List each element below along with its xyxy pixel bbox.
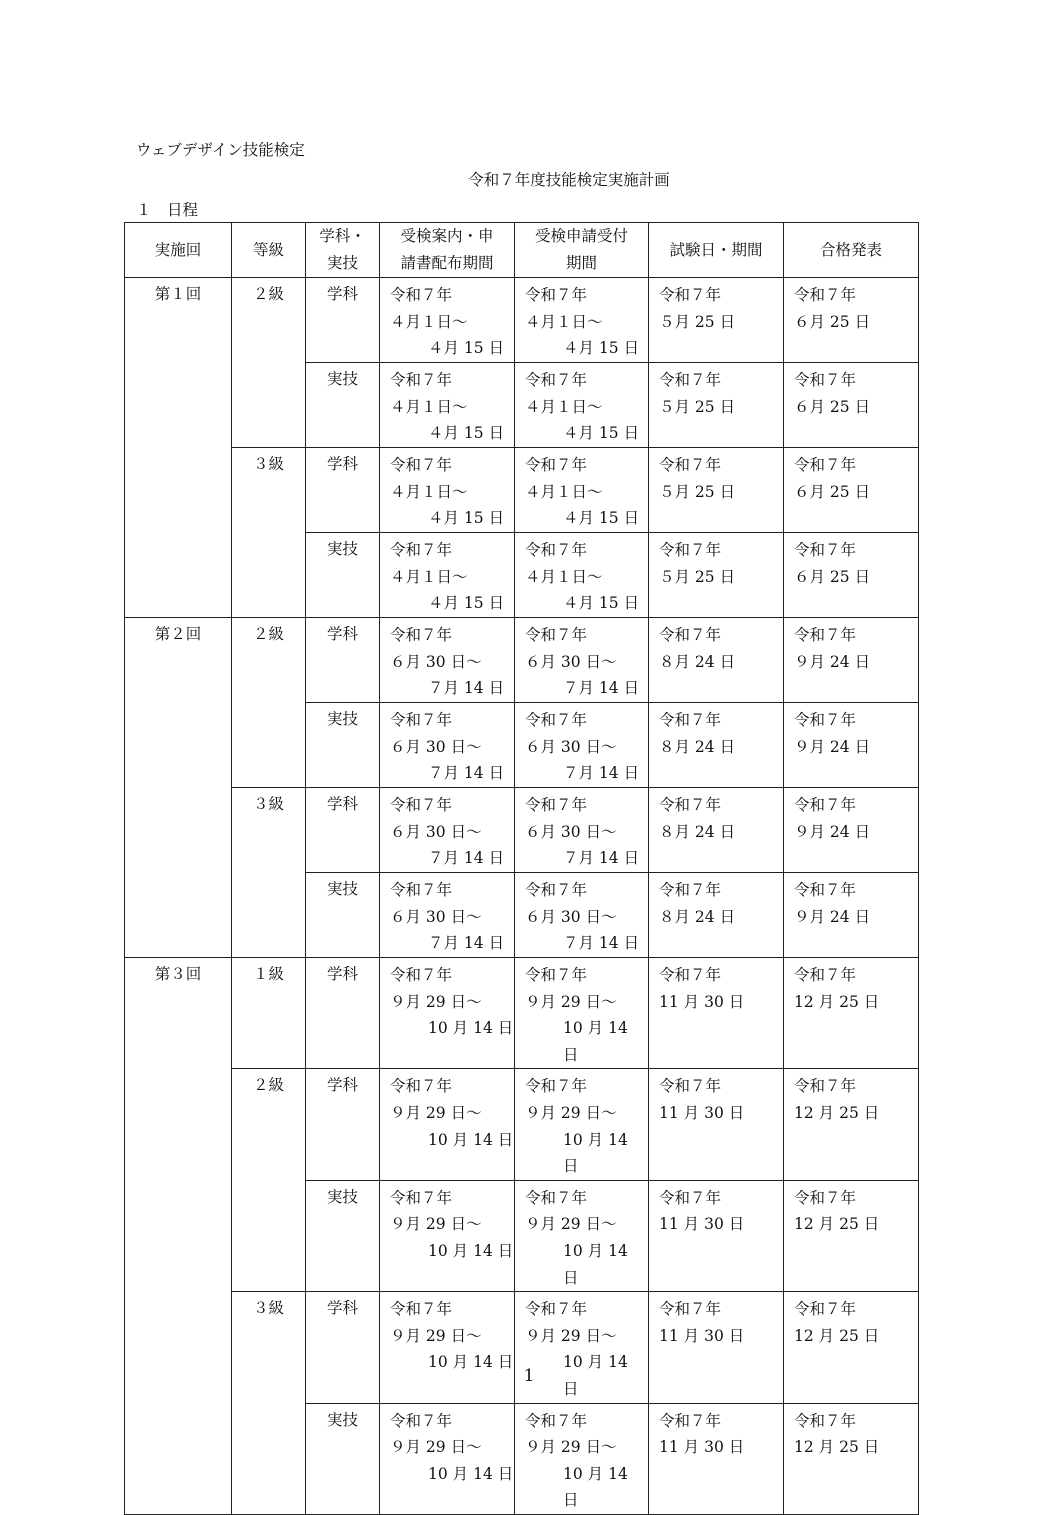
type-cell: 学科 xyxy=(306,278,380,363)
type-cell: 学科 xyxy=(306,788,380,873)
result-line: ６月 25 日 xyxy=(794,482,871,501)
type-cell: 学科 xyxy=(306,448,380,533)
guide-cell xyxy=(380,618,515,703)
apply-line: ４月１日～ xyxy=(525,482,603,501)
apply-line: 10 月 14 日 xyxy=(563,1130,628,1176)
apply-cell xyxy=(515,1180,649,1291)
result-line: 令和７年 xyxy=(794,796,857,814)
grade-cell: ３級 xyxy=(232,448,306,618)
result-line: 令和７年 xyxy=(794,286,857,304)
guide-line: ６月 30 日～ xyxy=(390,652,482,671)
guide-line: ７月 14 日 xyxy=(428,764,505,783)
result-line: 令和７年 xyxy=(794,1077,857,1096)
result-line: ６月 25 日 xyxy=(794,397,871,416)
result-line: ９月 24 日 xyxy=(794,822,871,841)
table-row xyxy=(125,448,919,533)
result-line: 令和７年 xyxy=(794,1300,857,1319)
type-cell: 学科 xyxy=(306,1069,380,1180)
header-exam-date: 試験日・期間 xyxy=(649,223,784,278)
guide-cell xyxy=(380,448,515,533)
apply-line: 令和７年 xyxy=(525,1188,588,1207)
apply-line: 令和７年 xyxy=(525,966,588,984)
guide-line: ７月 14 日 xyxy=(428,679,505,698)
apply-line: ７月 14 日 xyxy=(563,934,640,953)
exam-line: 令和７年 xyxy=(659,1077,722,1096)
guide-cell xyxy=(380,1292,515,1403)
guide-line: ４月 15 日 xyxy=(428,594,505,613)
guide-line: 令和７年 xyxy=(390,1188,453,1207)
apply-cell xyxy=(515,1403,649,1514)
exam-line: 令和７年 xyxy=(659,711,722,729)
exam-line: ８月 24 日 xyxy=(659,737,736,756)
guide-cell xyxy=(380,873,515,958)
result-cell xyxy=(784,1292,919,1403)
exam-line: 11 月 30 日 xyxy=(659,1438,745,1457)
apply-line: ９月 29 日～ xyxy=(525,1326,617,1345)
exam-cell xyxy=(649,1292,784,1403)
apply-line: 令和７年 xyxy=(525,626,588,644)
grade-cell: ２級 xyxy=(232,1069,306,1292)
guide-line: ４月 15 日 xyxy=(428,339,505,358)
exam-cell xyxy=(649,1403,784,1514)
guide-line: ６月 30 日～ xyxy=(390,907,482,926)
guide-cell xyxy=(380,363,515,448)
result-cell xyxy=(784,618,919,703)
guide-line: 令和７年 xyxy=(390,966,453,984)
guide-cell xyxy=(380,1403,515,1514)
result-cell xyxy=(784,363,919,448)
result-line: 令和７年 xyxy=(794,711,857,729)
guide-line: ９月 29 日～ xyxy=(390,1326,482,1345)
result-line: 12 月 25 日 xyxy=(794,992,880,1011)
apply-cell xyxy=(515,278,649,363)
guide-line: ６月 30 日～ xyxy=(390,822,482,841)
guide-cell xyxy=(380,958,515,1069)
apply-cell xyxy=(515,703,649,788)
grade-cell: ２級 xyxy=(232,278,306,448)
result-line: 令和７年 xyxy=(794,881,857,899)
organization-name: ウェブデザイン技能検定 xyxy=(136,141,305,159)
apply-line: ４月 15 日 xyxy=(563,509,640,528)
apply-cell xyxy=(515,1292,649,1403)
type-cell: 学科 xyxy=(306,958,380,1069)
result-line: 12 月 25 日 xyxy=(794,1215,880,1234)
exam-line: 令和７年 xyxy=(659,1188,722,1207)
exam-line: 令和７年 xyxy=(659,626,722,644)
result-line: ９月 24 日 xyxy=(794,652,871,671)
apply-line: 10 月 14 日 xyxy=(563,1241,628,1287)
type-cell: 実技 xyxy=(306,363,380,448)
guide-cell xyxy=(380,533,515,618)
guide-line: ４月１日～ xyxy=(390,482,468,501)
exam-line: ５月 25 日 xyxy=(659,567,736,586)
apply-line: ６月 30 日～ xyxy=(525,737,617,756)
exam-line: ５月 25 日 xyxy=(659,397,736,416)
exam-cell xyxy=(649,1069,784,1180)
result-line: ６月 25 日 xyxy=(794,312,871,331)
result-line: 12 月 25 日 xyxy=(794,1438,880,1457)
apply-line: ４月１日～ xyxy=(525,567,603,586)
page-number: 1 xyxy=(523,1366,535,1386)
result-line: 令和７年 xyxy=(794,456,857,474)
section-heading: １ 日程 xyxy=(136,201,199,219)
table-row xyxy=(125,788,919,873)
table-row xyxy=(125,958,919,1069)
apply-line: ４月１日～ xyxy=(525,397,603,416)
exam-line: ５月 25 日 xyxy=(659,482,736,501)
exam-line: 11 月 30 日 xyxy=(659,1326,745,1345)
apply-cell xyxy=(515,958,649,1069)
apply-line: 令和７年 xyxy=(525,881,588,899)
header-grade: 等級 xyxy=(232,223,306,278)
table-row xyxy=(125,1292,919,1403)
guide-line: 令和７年 xyxy=(390,541,453,559)
guide-cell xyxy=(380,1180,515,1291)
guide-line: ４月１日～ xyxy=(390,397,468,416)
result-cell xyxy=(784,1403,919,1514)
document-title: 令和７年度技能検定実施計画 xyxy=(468,171,670,189)
table-row xyxy=(125,278,919,363)
apply-line: ７月 14 日 xyxy=(563,764,640,783)
guide-line: 令和７年 xyxy=(390,881,453,899)
type-cell: 実技 xyxy=(306,533,380,618)
result-line: ６月 25 日 xyxy=(794,567,871,586)
exam-line: 令和７年 xyxy=(659,1300,722,1319)
exam-line: 令和７年 xyxy=(659,286,722,304)
apply-cell xyxy=(515,788,649,873)
apply-line: ４月 15 日 xyxy=(563,424,640,443)
guide-line: 10 月 14 日 xyxy=(428,1019,514,1038)
result-line: 12 月 25 日 xyxy=(794,1103,880,1122)
exam-line: 令和７年 xyxy=(659,1411,722,1430)
exam-line: 令和７年 xyxy=(659,456,722,474)
schedule-table-header xyxy=(125,223,919,278)
apply-line: ６月 30 日～ xyxy=(525,652,617,671)
apply-line: 令和７年 xyxy=(525,1300,588,1319)
guide-cell xyxy=(380,788,515,873)
apply-line: 10 月 14 日 xyxy=(563,1353,628,1398)
guide-line: 令和７年 xyxy=(390,711,453,729)
apply-line: 令和７年 xyxy=(525,796,588,814)
result-cell xyxy=(784,1180,919,1291)
guide-line: ６月 30 日～ xyxy=(390,737,482,756)
type-cell: 実技 xyxy=(306,1403,380,1514)
result-cell xyxy=(784,1069,919,1180)
result-cell xyxy=(784,703,919,788)
result-cell xyxy=(784,958,919,1069)
result-line: 令和７年 xyxy=(794,1411,857,1430)
guide-line: 令和７年 xyxy=(390,456,453,474)
apply-line: ４月１日～ xyxy=(525,312,603,331)
apply-line: ６月 30 日～ xyxy=(525,822,617,841)
apply-line: ４月 15 日 xyxy=(563,339,640,358)
exam-line: 11 月 30 日 xyxy=(659,992,745,1011)
header-apply-period: 受検申請受付 期間 xyxy=(515,223,649,278)
grade-cell: ２級 xyxy=(232,618,306,788)
result-line: 12 月 25 日 xyxy=(794,1326,880,1345)
apply-line: 令和７年 xyxy=(525,711,588,729)
exam-line: 11 月 30 日 xyxy=(659,1103,745,1122)
result-line: ９月 24 日 xyxy=(794,737,871,756)
type-cell: 実技 xyxy=(306,703,380,788)
exam-line: ８月 24 日 xyxy=(659,822,736,841)
guide-line: 令和７年 xyxy=(390,371,453,389)
guide-line: ９月 29 日～ xyxy=(390,1215,482,1234)
apply-line: ９月 29 日～ xyxy=(525,992,617,1011)
guide-line: ９月 29 日～ xyxy=(390,992,482,1011)
apply-line: ９月 29 日～ xyxy=(525,1103,617,1122)
round-cell: 第２回 xyxy=(125,618,232,958)
guide-line: 10 月 14 日 xyxy=(428,1130,514,1149)
round-cell: 第１回 xyxy=(125,278,232,618)
exam-cell xyxy=(649,363,784,448)
guide-line: ４月１日～ xyxy=(390,567,468,586)
guide-line: 10 月 14 日 xyxy=(428,1464,514,1483)
table-row xyxy=(125,1069,919,1180)
guide-line: ７月 14 日 xyxy=(428,934,505,953)
apply-line: ４月 15 日 xyxy=(563,594,640,613)
result-cell xyxy=(784,278,919,363)
apply-cell xyxy=(515,618,649,703)
guide-line: ９月 29 日～ xyxy=(390,1103,482,1122)
apply-cell xyxy=(515,1069,649,1180)
apply-line: ７月 14 日 xyxy=(563,679,640,698)
exam-line: 令和７年 xyxy=(659,966,722,984)
guide-line: 令和７年 xyxy=(390,286,453,304)
exam-cell xyxy=(649,788,784,873)
grade-cell: ３級 xyxy=(232,1292,306,1515)
table-row xyxy=(125,618,919,703)
guide-line: 令和７年 xyxy=(390,1411,453,1430)
guide-cell xyxy=(380,703,515,788)
apply-cell xyxy=(515,448,649,533)
exam-line: 11 月 30 日 xyxy=(659,1215,745,1234)
guide-line: 10 月 14 日 xyxy=(428,1353,514,1372)
exam-line: 令和７年 xyxy=(659,796,722,814)
grade-cell: ３級 xyxy=(232,788,306,958)
result-line: ９月 24 日 xyxy=(794,907,871,926)
schedule-table xyxy=(124,222,919,1515)
guide-line: 令和７年 xyxy=(390,796,453,814)
guide-cell xyxy=(380,1069,515,1180)
guide-line: ９月 29 日～ xyxy=(390,1438,482,1457)
apply-line: 10 月 14 日 xyxy=(563,1019,628,1064)
exam-cell xyxy=(649,533,784,618)
result-cell xyxy=(784,448,919,533)
apply-cell xyxy=(515,533,649,618)
apply-line: 令和７年 xyxy=(525,456,588,474)
type-cell: 学科 xyxy=(306,618,380,703)
apply-line: 10 月 14 日 xyxy=(563,1464,628,1510)
result-line: 令和７年 xyxy=(794,966,857,984)
exam-cell xyxy=(649,618,784,703)
apply-cell xyxy=(515,873,649,958)
header-result-date: 合格発表 xyxy=(784,223,919,278)
apply-cell xyxy=(515,363,649,448)
guide-cell xyxy=(380,278,515,363)
apply-line: ６月 30 日～ xyxy=(525,907,617,926)
exam-line: 令和７年 xyxy=(659,371,722,389)
guide-line: ４月 15 日 xyxy=(428,509,505,528)
exam-cell xyxy=(649,958,784,1069)
result-line: 令和７年 xyxy=(794,626,857,644)
exam-cell xyxy=(649,873,784,958)
result-cell xyxy=(784,788,919,873)
header-guide-period: 受検案内・申 請書配布期間 xyxy=(380,223,515,278)
exam-line: 令和７年 xyxy=(659,881,722,899)
guide-line: 令和７年 xyxy=(390,1077,453,1096)
apply-line: ９月 29 日～ xyxy=(525,1215,617,1234)
type-cell: 実技 xyxy=(306,873,380,958)
apply-line: 令和７年 xyxy=(525,371,588,389)
apply-line: 令和７年 xyxy=(525,1077,588,1096)
exam-line: ５月 25 日 xyxy=(659,312,736,331)
result-line: 令和７年 xyxy=(794,1188,857,1207)
exam-cell xyxy=(649,448,784,533)
apply-line: ７月 14 日 xyxy=(563,849,640,868)
apply-line: 令和７年 xyxy=(525,286,588,304)
result-line: 令和７年 xyxy=(794,371,857,389)
guide-line: 令和７年 xyxy=(390,1300,453,1319)
type-cell: 学科 xyxy=(306,1292,380,1403)
round-cell: 第３回 xyxy=(125,958,232,1515)
exam-line: 令和７年 xyxy=(659,541,722,559)
schedule-table-body xyxy=(125,278,919,1515)
exam-cell xyxy=(649,1180,784,1291)
result-cell xyxy=(784,533,919,618)
result-line: 令和７年 xyxy=(794,541,857,559)
result-cell xyxy=(784,873,919,958)
apply-line: 令和７年 xyxy=(525,1411,588,1430)
apply-line: ９月 29 日～ xyxy=(525,1438,617,1457)
exam-cell xyxy=(649,703,784,788)
header-type: 学科・ 実技 xyxy=(306,223,380,278)
exam-line: ８月 24 日 xyxy=(659,652,736,671)
type-cell: 実技 xyxy=(306,1180,380,1291)
exam-cell xyxy=(649,278,784,363)
guide-line: ４月 15 日 xyxy=(428,424,505,443)
guide-line: ４月１日～ xyxy=(390,312,468,331)
grade-cell: １級 xyxy=(232,958,306,1069)
header-round: 実施回 xyxy=(125,223,232,278)
exam-line: ８月 24 日 xyxy=(659,907,736,926)
apply-line: 令和７年 xyxy=(525,541,588,559)
guide-line: 10 月 14 日 xyxy=(428,1241,514,1260)
guide-line: ７月 14 日 xyxy=(428,849,505,868)
guide-line: 令和７年 xyxy=(390,626,453,644)
